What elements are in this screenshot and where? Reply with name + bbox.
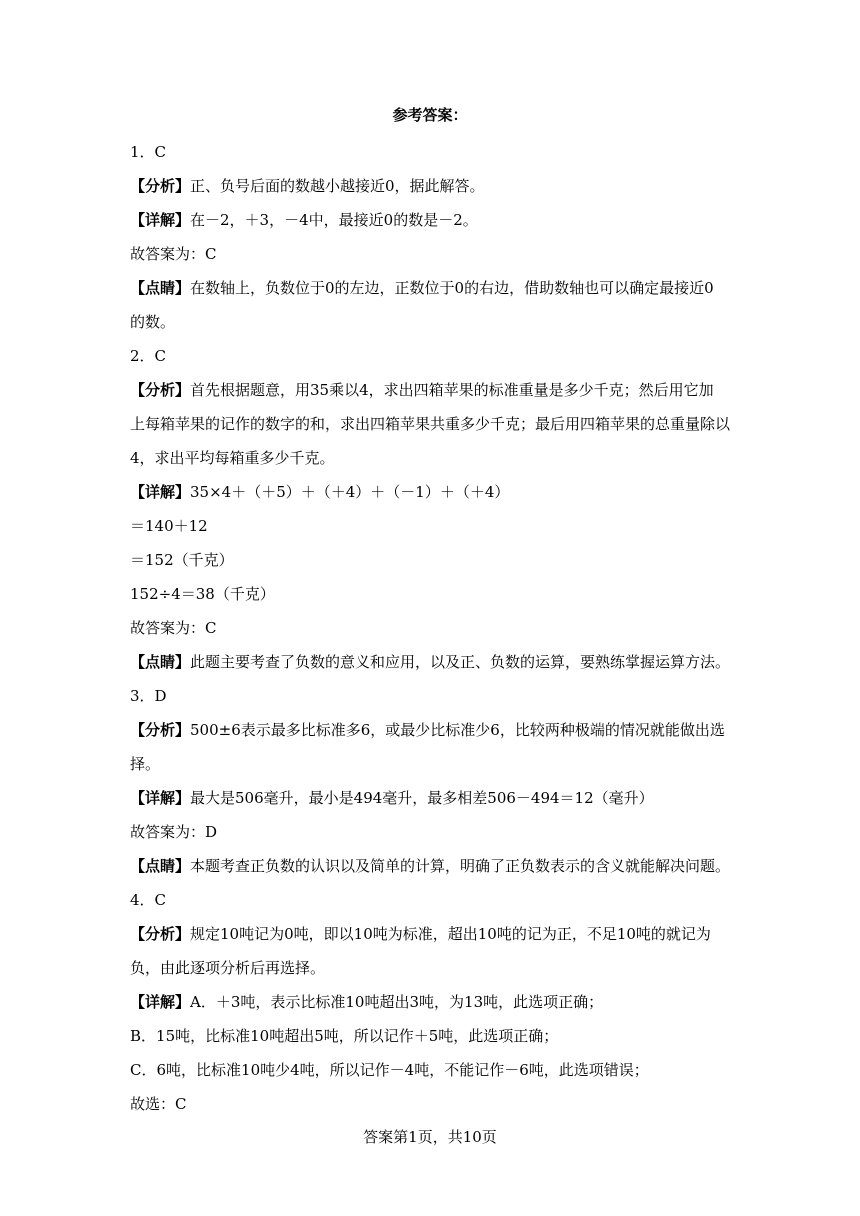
line-text: 4，求出平均每箱重多少千克。 (130, 449, 335, 467)
answer-line (130, 543, 740, 577)
line-text: 152÷4＝38（千克） (130, 585, 275, 603)
line-text: 规定10吨记为0吨，即以10吨为标准，超出10吨的记为正，不足10吨的就记为 (190, 925, 711, 943)
answer-line (130, 781, 740, 815)
line-text: 首先根据题意，用35乘以4，求出四箱苹果的标准重量是多少千克；然后用它加 (190, 381, 714, 399)
line-text: 择。 (130, 755, 161, 773)
answer-line (130, 135, 740, 169)
answer-line (130, 169, 740, 203)
line-text: 故选：C (130, 1095, 187, 1113)
line-text: 3．D (130, 687, 167, 705)
section-tag: 【分析】 (130, 177, 191, 195)
answer-line (130, 203, 740, 237)
section-tag: 【分析】 (130, 721, 191, 739)
line-text: B．15吨，比标准10吨超出5吨，所以记作＋5吨，此选项正确； (130, 1027, 559, 1045)
section-tag: 【点睛】 (130, 857, 191, 875)
line-text: 4．C (130, 891, 167, 909)
section-tag: 【分析】 (130, 381, 191, 399)
answer-line (130, 611, 740, 645)
line-text: 500±6表示最多比标准多6，或最少比标准少6，比较两种极端的情况就能做出选 (190, 721, 725, 739)
answer-line (130, 985, 740, 1019)
line-text: 故答案为：C (130, 619, 217, 637)
line-text: C．6吨，比标准10吨少4吨，所以记作－4吨，不能记作－6吨，此选项错误； (130, 1061, 649, 1079)
section-tag: 【分析】 (130, 925, 191, 943)
answer-line (130, 645, 740, 679)
answer-body (130, 135, 740, 1121)
answer-line (130, 577, 740, 611)
answer-line (130, 917, 740, 951)
answer-line (130, 849, 740, 883)
section-tag: 【详解】 (130, 483, 191, 501)
answer-line (130, 713, 740, 747)
page-title: 参考答案： (392, 106, 468, 124)
answer-line (130, 373, 740, 407)
line-text: 负，由此逐项分析后再选择。 (130, 959, 326, 977)
line-text: 本题考查正负数的认识以及简单的计算，明确了正负数表示的含义就能解决问题。 (190, 857, 731, 875)
line-text: 35×4＋（＋5）＋（＋4）＋（－1）＋（＋4） (190, 483, 510, 501)
answer-line (130, 271, 740, 305)
line-text: 故答案为：D (130, 823, 218, 841)
answer-line (130, 1053, 740, 1087)
line-text: 此题主要考查了负数的意义和应用，以及正、负数的运算，要熟练掌握运算方法。 (190, 653, 731, 671)
line-text: A．＋3吨，表示比标准10吨超出3吨，为13吨，此选项正确； (190, 993, 604, 1011)
answer-line (130, 883, 740, 917)
line-text: 的数。 (130, 313, 176, 331)
answer-line (130, 305, 740, 339)
page-footer: 答案第1页，共10页 (363, 1128, 497, 1146)
answer-line (130, 747, 740, 781)
line-text: 1．C (130, 143, 167, 161)
line-text: 上每箱苹果的记作的数字的和，求出四箱苹果共重多少千克；最后用四箱苹果的总重量除以 (130, 415, 731, 433)
answer-line (130, 509, 740, 543)
section-tag: 【点睛】 (130, 279, 191, 297)
line-text: 故答案为：C (130, 245, 217, 263)
answer-line (130, 339, 740, 373)
answer-line (130, 815, 740, 849)
section-tag: 【详解】 (130, 211, 191, 229)
line-text: 2．C (130, 347, 167, 365)
answer-line (130, 1087, 740, 1121)
answer-line (130, 441, 740, 475)
section-tag: 【详解】 (130, 789, 191, 807)
line-text: 在－2，＋3，－4中，最接近0的数是－2。 (190, 211, 478, 229)
answer-line (130, 679, 740, 713)
section-tag: 【点睛】 (130, 653, 191, 671)
answer-line (130, 237, 740, 271)
answer-line (130, 951, 740, 985)
line-text: ＝152（千克） (130, 551, 234, 569)
answer-line (130, 407, 740, 441)
line-text: 在数轴上，负数位于0的左边，正数位于0的右边，借助数轴也可以确定最接近0 (190, 279, 714, 297)
line-text: 正、负号后面的数越小越接近0，据此解答。 (190, 177, 485, 195)
answer-line (130, 1019, 740, 1053)
answer-line (130, 475, 740, 509)
line-text: ＝140＋12 (130, 517, 208, 535)
line-text: 最大是506毫升，最小是494毫升，最多相差506－494＝12（毫升） (190, 789, 654, 807)
section-tag: 【详解】 (130, 993, 191, 1011)
